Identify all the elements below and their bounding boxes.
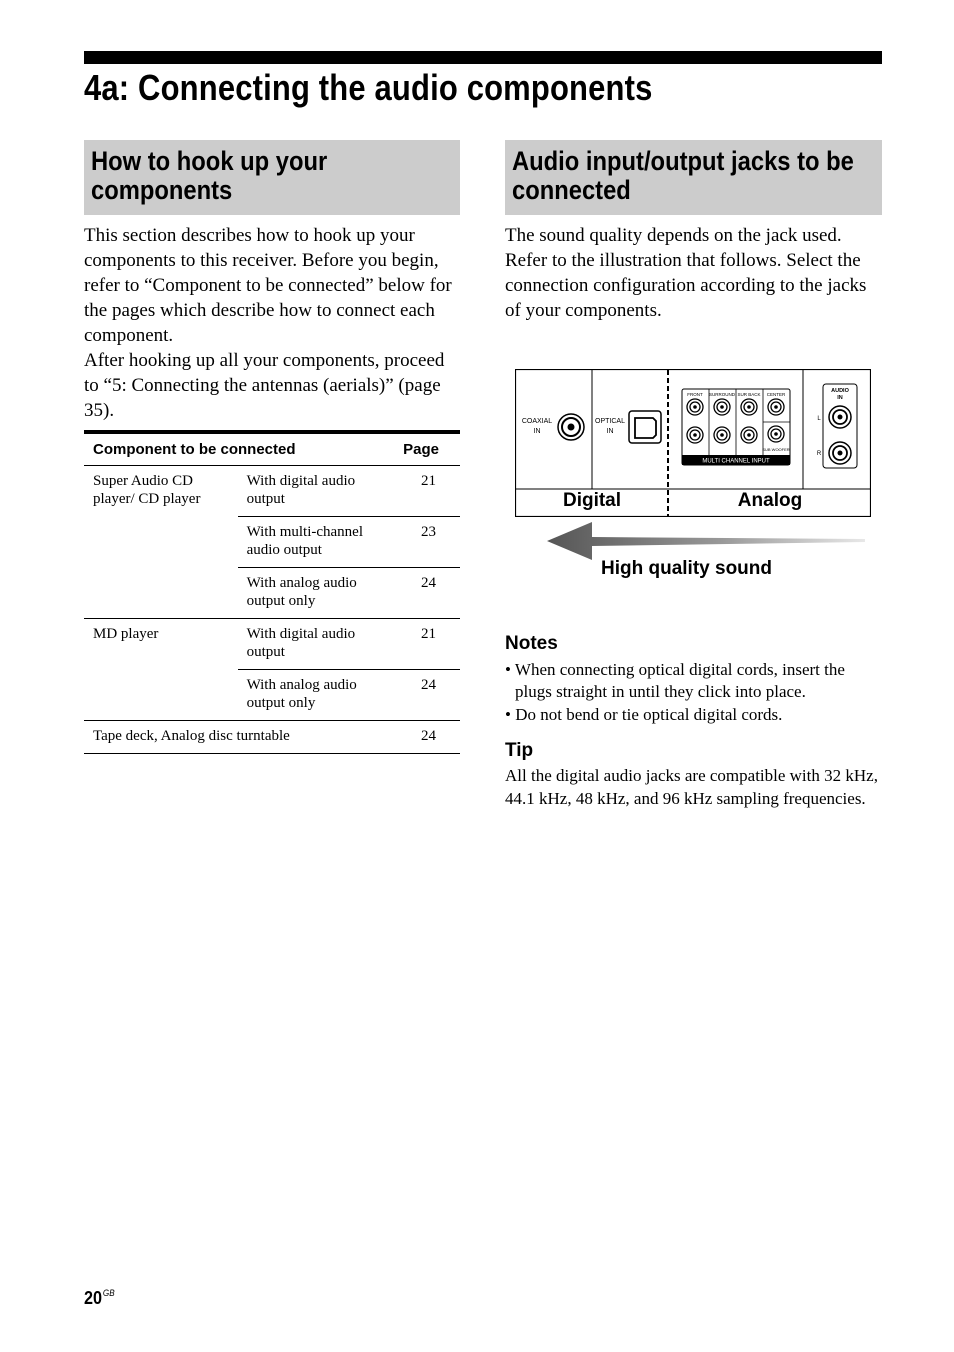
- jacks-paragraph: The sound quality depends on the jack used. Refer to the illustration that follows. Select the connection configuration according to the jacks of your components.: [505, 225, 867, 321]
- section-heading-hookup-text: How to hook up your components: [91, 146, 328, 205]
- rca-jack-icon: [768, 399, 784, 415]
- rca-jack-icon: [714, 399, 730, 415]
- column-header-page: Page: [394, 432, 460, 466]
- right-channel-label: R: [816, 451, 822, 457]
- note-text: When connecting optical digital cords, insert the plugs straight in until they click into place.: [514, 660, 845, 701]
- note-text: Do not bend or tie optical digital cords.: [515, 705, 783, 724]
- table-cell-page: 24: [394, 568, 460, 619]
- table-cell-output: With analog audio output only: [238, 670, 395, 721]
- optical-label-line2: IN: [606, 428, 614, 435]
- table-cell-page: 23: [394, 517, 460, 568]
- table-row: [84, 619, 460, 670]
- coaxial-label-line2: IN: [533, 428, 541, 435]
- surround-label: SURROUND: [708, 392, 736, 397]
- section-heading-jacks-text: Audio input/output jacks to be connected: [512, 146, 854, 205]
- table-cell-output: With multi-channel audio output: [238, 517, 395, 568]
- component-table: [84, 430, 460, 754]
- digital-label: Digital: [562, 490, 622, 511]
- center-label: CENTER: [766, 392, 786, 397]
- tip-heading: Tip: [505, 740, 534, 761]
- table-cell-output: With digital audio output: [238, 619, 395, 670]
- table-header-row: [84, 432, 460, 466]
- page-number-value: 20: [84, 1288, 103, 1308]
- table-cell-output: With digital audio output: [238, 466, 395, 517]
- intro-paragraph-1: This section describes how to hook up your components to this receiver. Before you begin, refer to “Component to be connected” below for the pages which describe how to connect each component.: [84, 225, 452, 346]
- sur-back-label: SUR BACK: [737, 392, 761, 397]
- title-rule: [84, 51, 882, 64]
- table-cell-component: Super Audio CD player/ CD player: [84, 466, 238, 619]
- tip-text: All the digital audio jacks are compatible with 32 kHz, 44.1 kHz, 48 kHz, and 96 kHz sampling frequencies.: [505, 766, 878, 808]
- rca-jack-icon: [687, 399, 703, 415]
- rca-jack-icon: [829, 442, 851, 464]
- rca-jack-icon: [741, 399, 757, 415]
- section-heading-jacks: [505, 140, 882, 215]
- table-row: [84, 466, 460, 517]
- table-cell-component: MD player: [84, 619, 238, 721]
- table-cell-output: With analog audio output only: [238, 568, 395, 619]
- column-header-component: Component to be connected: [84, 432, 394, 466]
- table-cell-page: 24: [394, 670, 460, 721]
- rca-jack-icon: [829, 406, 851, 428]
- table-cell-component: Tape deck, Analog disc turntable: [84, 721, 394, 754]
- optical-label-line1: OPTICAL: [595, 418, 625, 425]
- table-cell-page: 21: [394, 466, 460, 517]
- rca-jack-icon: [687, 427, 703, 443]
- page-title: 4a: Connecting the audio components: [84, 67, 653, 108]
- intro-text: [84, 223, 462, 423]
- page-number-suffix: GB: [102, 1288, 115, 1298]
- table-cell-page: 24: [394, 721, 460, 754]
- multi-channel-label: MULTI CHANNEL INPUT: [702, 458, 770, 465]
- list-item: • Do not bend or tie optical digital cords.: [505, 705, 783, 724]
- front-label: FRONT: [687, 392, 703, 397]
- jacks-text: [505, 223, 883, 323]
- notes-heading: Notes: [505, 633, 558, 654]
- rca-jack-icon: [714, 427, 730, 443]
- coaxial-jack-icon: [558, 414, 584, 440]
- table-cell-page: 21: [394, 619, 460, 670]
- notes-list: [505, 659, 880, 727]
- analog-label: Analog: [737, 490, 803, 511]
- audio-in-label-line2: IN: [837, 395, 843, 401]
- table-row: [84, 721, 460, 754]
- rca-jack-icon: [741, 427, 757, 443]
- intro-paragraph-2: After hooking up all your components, proceed to “5: Connecting the antennas (aerials)” (page 35).: [84, 350, 445, 421]
- optical-jack-icon: [629, 411, 661, 443]
- rca-jack-icon: [768, 426, 784, 442]
- audio-in-label-line1: AUDIO: [831, 388, 849, 394]
- high-quality-sound-label: High quality sound: [601, 558, 772, 579]
- jack-diagram: [515, 369, 871, 517]
- subwoofer-label: SUB WOOFER: [762, 447, 790, 452]
- page-number: [84, 1282, 115, 1309]
- coaxial-label-line1: COAXIAL: [521, 418, 553, 425]
- section-heading-hookup: [84, 140, 460, 215]
- left-channel-label: L: [817, 416, 821, 422]
- list-item: • When connecting optical digital cords, insert the plugs straight in until they click into place.: [505, 660, 845, 701]
